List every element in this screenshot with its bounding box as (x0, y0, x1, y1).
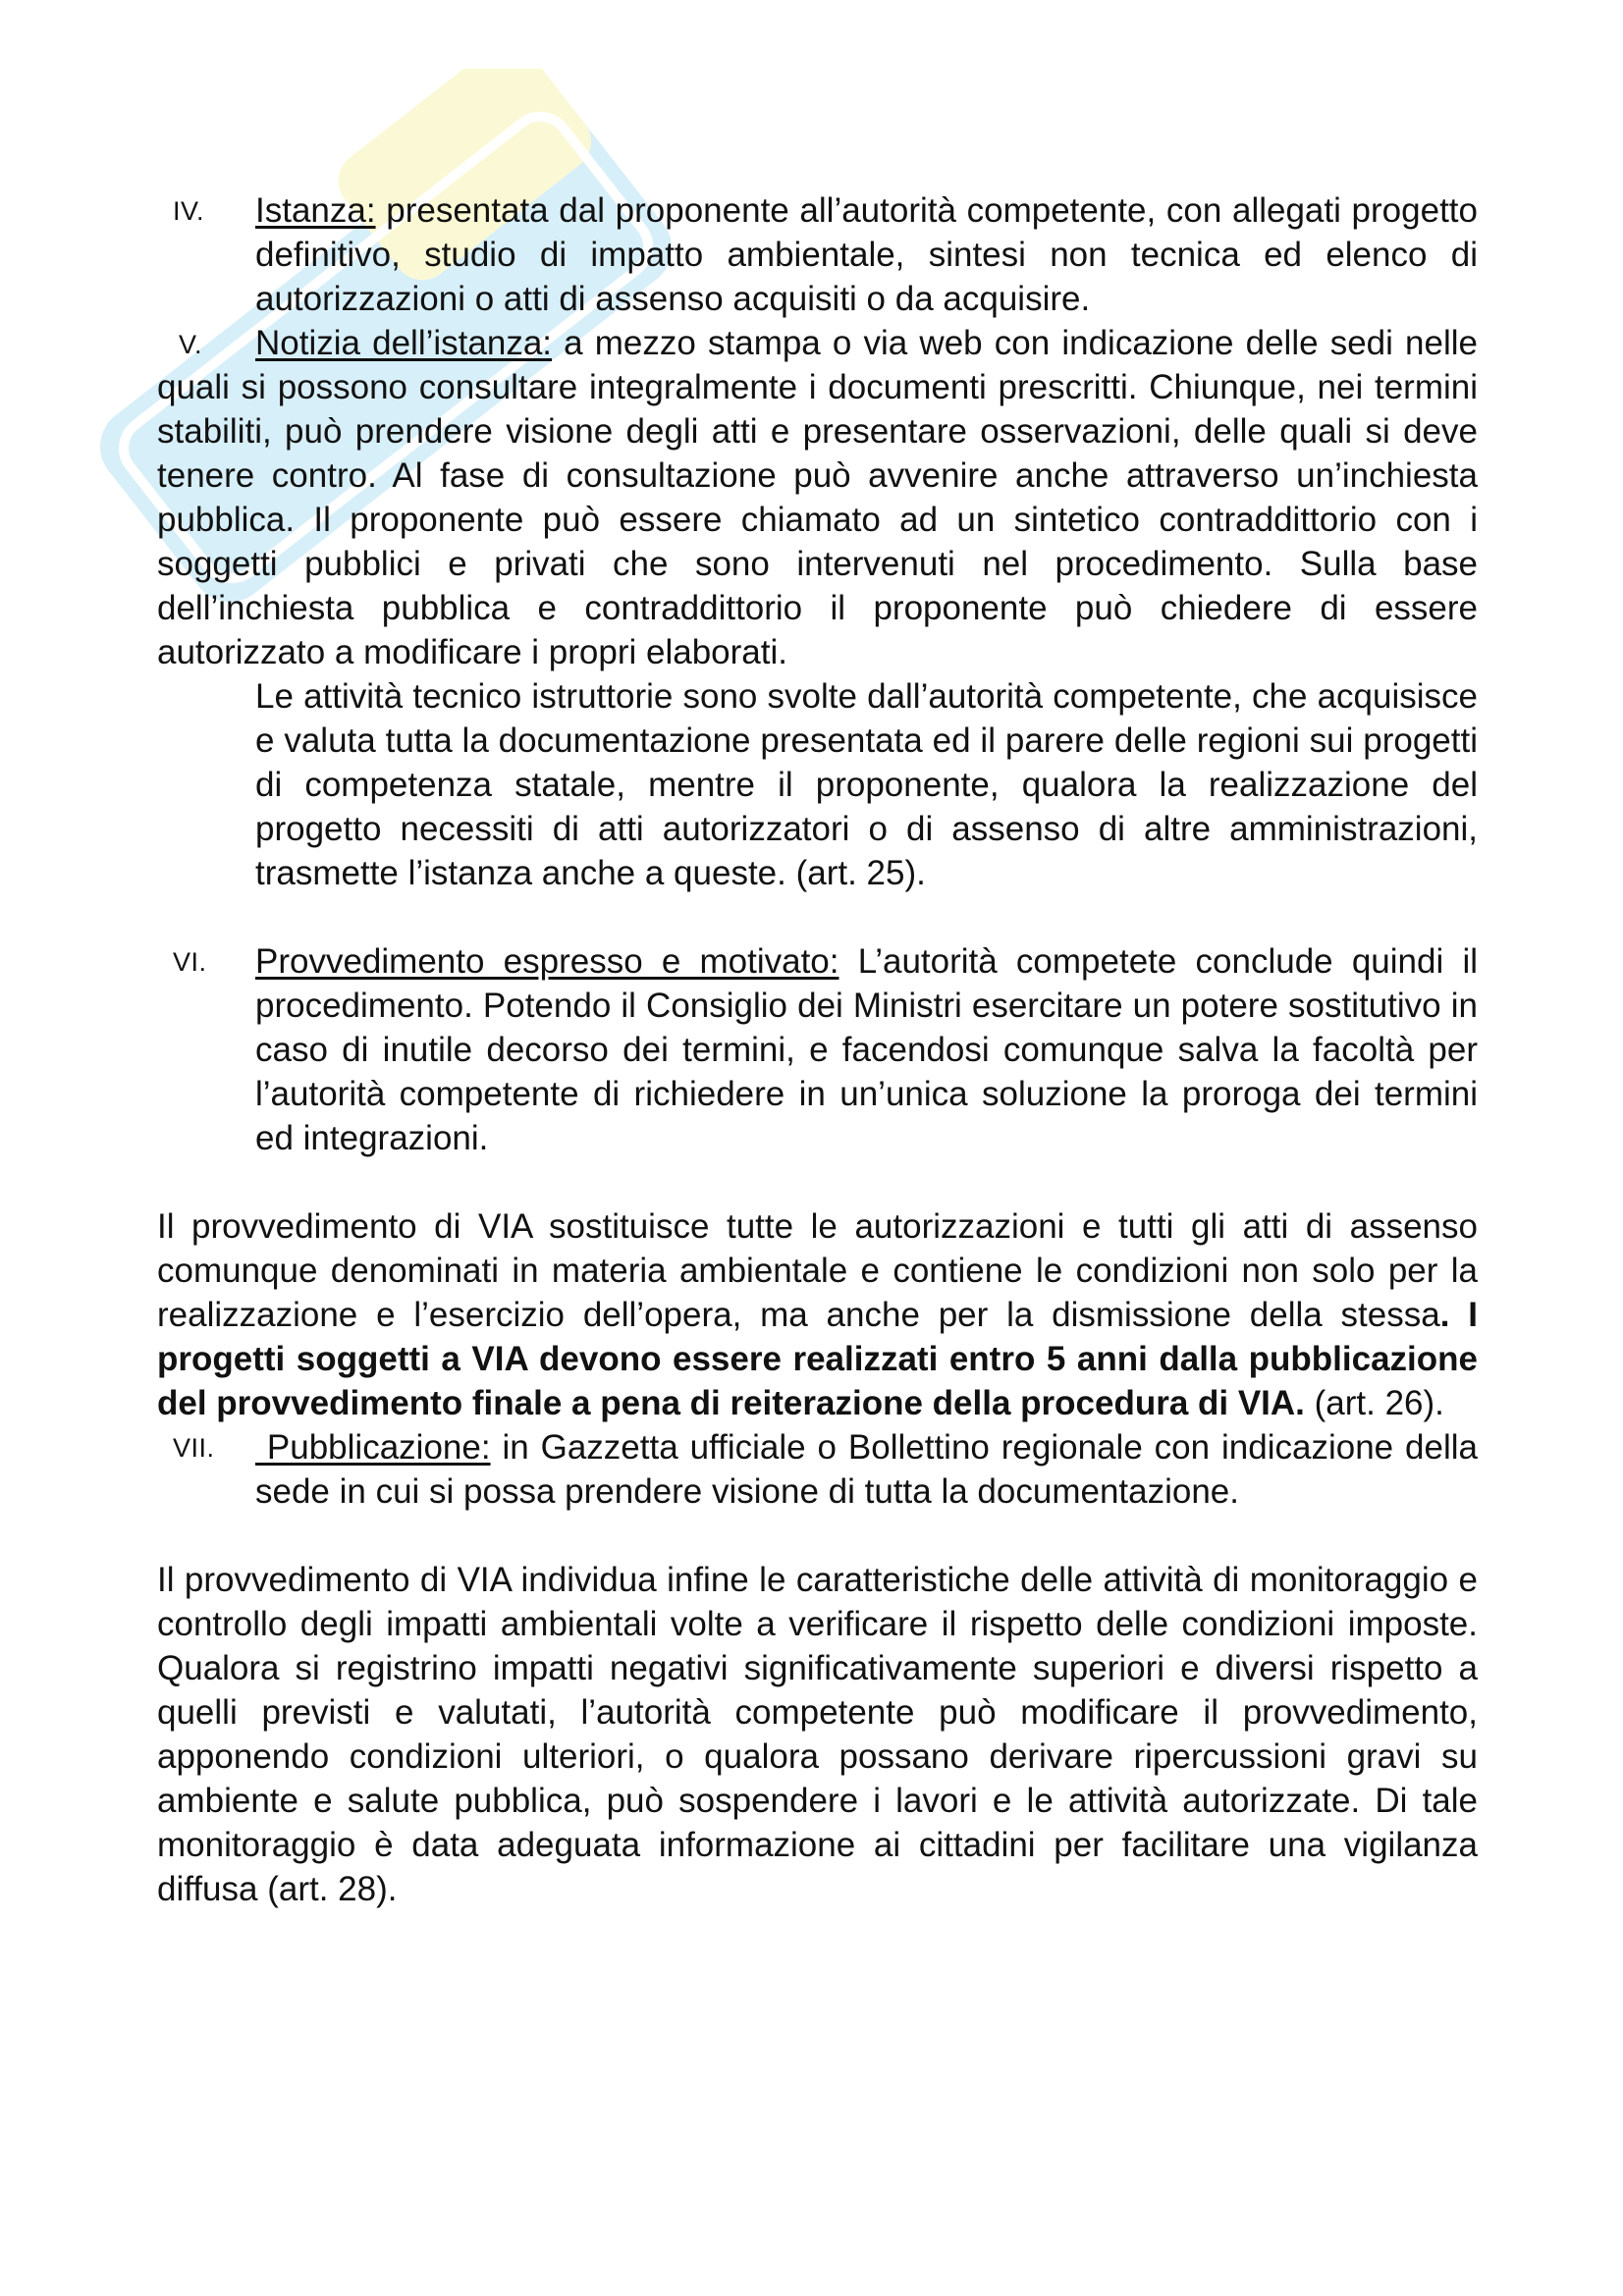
paragraph-bold-text: . I progetti soggetti a VIA devono essere realizzati entro 5 anni dalla pubblicazione del provvedimento finale a pena di reiterazione della procedura di VIA. (157, 1296, 1478, 1422)
paragraph (157, 1558, 1478, 1911)
paragraph-text: Il provvedimento di VIA individua infine le caratteristiche delle attività di monitoraggio e controllo degli impatti ambientali volte a verificare il rispetto delle condizioni imposte. Qualora si registrino impatti negativi significativamente superiori e diversi rispetto a quelli previsti e valutati, l’autorità competente può modificare il provvedimento, apponendo condizioni ulteriori, o qualora possano derivare ripercussioni gravi su ambiente e salute pubblica, può sospendere i lavori e le attività autorizzate. Di tale monitoraggio è data adeguata informazione ai cittadini per facilitare una vigilanza diffusa (art. 28). (157, 1561, 1478, 1908)
list-item-vi (157, 939, 1478, 1160)
list-item-term: Pubblicazione: (255, 1428, 491, 1467)
paragraph (157, 1204, 1478, 1425)
list-item-text: a mezzo stampa o via web con indicazione delle sedi nelle quali si possono consultare integralmente i documenti prescritti. Chiunque, nei termini stabiliti, può prendere visione degli atti e presentare osservazioni, delle quali si deve tenere contro. Al fase di consultazione può avvenire anche attraverso un’inchiesta pubblica. Il proponente può essere chiamato ad un sintetico contraddittorio con i soggetti pubblici e privati che sono intervenuti nel procedimento. Sulla base dell’inchiesta pubblica e contraddittorio il proponente può chiedere di essere autorizzato a modificare i propri elaborati. (157, 324, 1478, 671)
paragraph-text: Il provvedimento di VIA sostituisce tutte le autorizzazioni e tutti gli atti di assenso comunque denominati in materia ambientale e contiene le condizioni non solo per la realizzazione e l’esercizio dell’opera, ma anche per la dismissione della stessa (157, 1207, 1478, 1334)
list-item-text: L’autorità competete conclude quindi il procedimento. Potendo il Consiglio dei Ministri esercitare un potere sostitutivo in caso di inutile decorso dei termini, e facendosi comunque salva la facoltà per l’autorità competente di richiedere in un’unica soluzione la proroga dei termini ed integrazioni. (255, 942, 1478, 1157)
document-page (157, 188, 1478, 1911)
list-number: V. (179, 330, 203, 359)
list-number: VII. (173, 1433, 215, 1463)
paragraph-text-tail: (art. 26). (1304, 1384, 1444, 1422)
list-item-text: presentata dal proponente all’autorità competente, con allegati progetto definitivo, studio di impatto ambientale, sintesi non tecnica ed elenco di autorizzazioni o atti di assenso acquisiti o da acquisire. (255, 191, 1478, 318)
list-item-text: in Gazzetta ufficiale o Bollettino regionale con indicazione della sede in cui si possa prendere visione di tutta la documentazione. (255, 1428, 1478, 1511)
list-item-v (157, 321, 1478, 674)
list-number: VI. (173, 947, 207, 977)
list-item-v-continuation (157, 674, 1478, 895)
list-item-text: Le attività tecnico istruttorie sono svolte dall’autorità competente, che acquisisce e valuta tutta la documentazione presentata ed il parere delle regioni sui progetti di competenza statale, mentre il proponente, qualora la realizzazione del progetto necessiti di atti autorizzatori o di assenso di altre amministrazioni, trasmette l’istanza anche a queste. (art. 25). (255, 677, 1478, 892)
list-number: IV. (173, 196, 205, 226)
list-item-term: Notizia dell’istanza: (255, 324, 553, 362)
list-item-iv (157, 188, 1478, 321)
list-item-term: Provvedimento espresso e motivato: (255, 942, 839, 981)
list-item-term: Istanza: (255, 191, 376, 230)
list-item-vii (157, 1425, 1478, 1514)
